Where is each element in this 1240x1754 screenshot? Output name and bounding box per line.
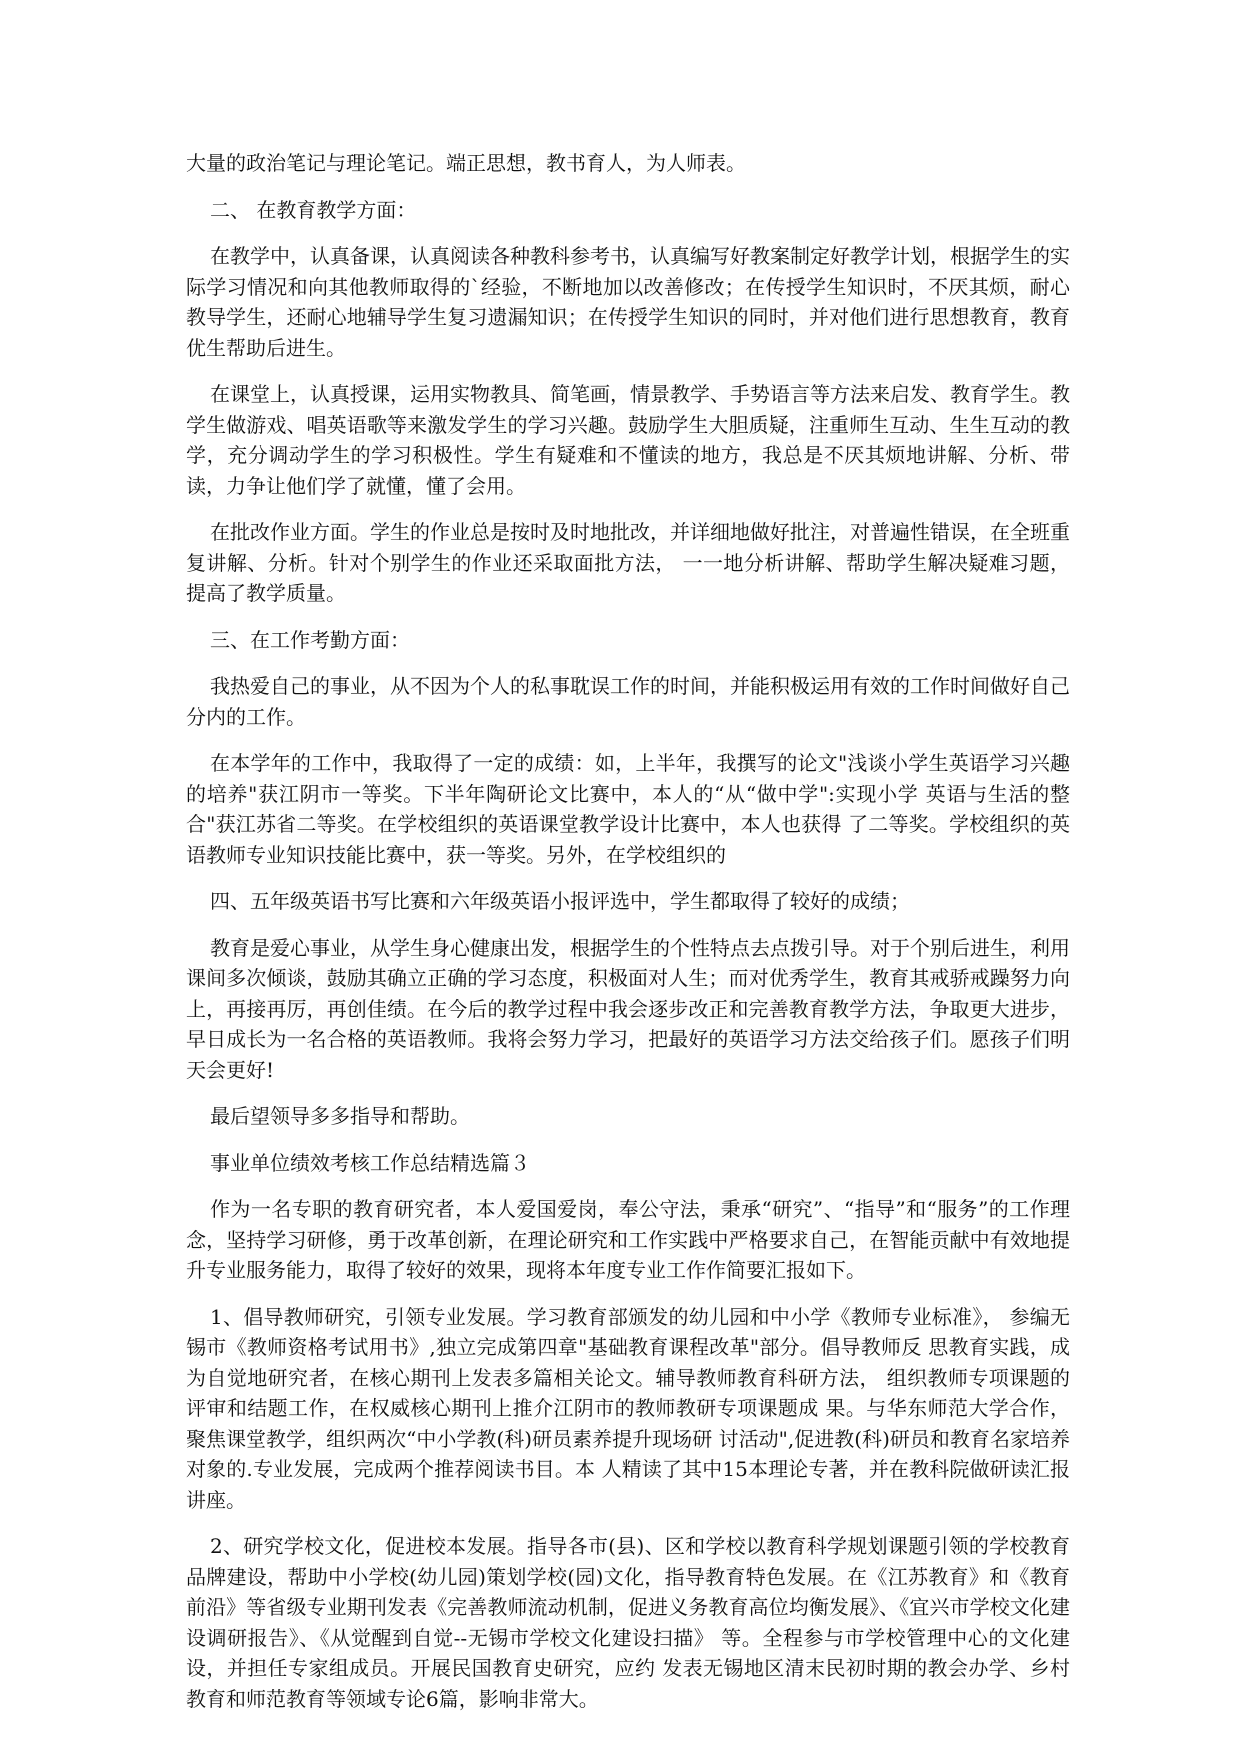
section-heading-4: 四、五年级英语书写比赛和六年级英语小报评选中，学生都取得了较好的成绩； [210, 889, 910, 913]
paragraph-3: 在教学中，认真备课，认真阅读各种教科参考书，认真编写好教案制定好教学计划，根据学生的实际学习情况和向其他教师取得的`经验，不断地加以改善修改；在传授学生知识时，不厌其烦，耐心教导学生，还耐心地辅导学生复习遗漏知识；在传授学生知识的同时，并对他们进行思想教育，教育优生帮助后进生。 [186, 244, 1070, 360]
paragraph-13: 作为一名专职的教育研究者，本人爱国爱岗，奉公守法，秉承“研究”、“指导”和“服务”的工作理念，坚持学习研修，勇于改革创新，在理论研究和工作实践中严格要求自己，在智能贡献中有效地提升专业服务能力，取得了较好的效果，现将本年度专业工作作简要汇报如下。 [186, 1197, 1070, 1282]
paragraph-15: 2、研究学校文化，促进校本发展。指导各市(县)、区和学校以教育科学规划课题引领的学校教育品牌建设，帮助中小学校(幼儿园)策划学校(园)文化，指导教育特色发展。在《江苏教育》和《教育前沿》等省级专业期刊发表《完善教师流动机制，促进义务教育高位均衡发展》、《宜兴市学校文化建设调研报告》、《从觉醒到自觉--无锡市学校文化建设扫描》 等。全程参与市学校管理中心的文化建设，并担任专家组成员。开展民国教育史研究，应约 发表无锡地区清末民初时期的教会办学、乡村教育和师范教育等领域专论6篇，影响非常大。 [186, 1534, 1070, 1711]
section-heading-3: 三、在工作考勤方面： [210, 627, 410, 652]
article-title: 事业单位绩效考核工作总结精选篇３ [210, 1150, 530, 1175]
paragraph-1: 大量的政治笔记与理论笔记。端正思想，教书育人，为人师表。 [186, 151, 746, 175]
paragraph-8: 在本学年的工作中，我取得了一定的成绩：如，上半年，我撰写的论文"浅谈小学生英语学习兴趣的培养"获江阴市一等奖。下半年陶研论文比赛中，本人的“从“做中学":实现小学 英语与生活的整合"获江苏省二等奖。在学校组织的英语课堂教学设计比赛中，本人也获得 了二等奖。学校组织的英语教师专业知识技能比赛中，获一等奖。另外，在学校组织的 [186, 751, 1070, 867]
paragraph-4: 在课堂上，认真授课，运用实物教具、简笔画，情景教学、手势语言等方法来启发、教育学生。教学生做游戏、唱英语歌等来激发学生的学习兴趣。鼓励学生大胆质疑，注重师生互动、生生互动的教学，充分调动学生的学习积极性。学生有疑难和不懂读的地方，我总是不厌其烦地讲解、分析、带读，力争让他们学了就懂，懂了会用。 [186, 382, 1070, 498]
paragraph-7: 我热爱自己的事业，从不因为个人的私事耽误工作的时间，并能积极运用有效的工作时间做好自己分内的工作。 [186, 674, 1070, 729]
closing-line: 最后望领导多多指导和帮助。 [210, 1104, 470, 1128]
paragraph-5: 在批改作业方面。学生的作业总是按时及时地批改，并详细地做好批注，对普遍性错误，在全班重复讲解、分析。针对个别学生的作业还采取面批方法， 一一地分析讲解、帮助学生解决疑难习题，提高了教学质量。 [186, 520, 1070, 605]
section-heading-2: 二、 在教育教学方面： [210, 197, 417, 222]
paragraph-10: 教育是爱心事业，从学生身心健康出发，根据学生的个性特点去点拨引导。对于个别后进生，利用课间多次倾谈，鼓励其确立正确的学习态度，积极面对人生；而对优秀学生，教育其戒骄戒躁努力向上，再接再厉，再创佳绩。在今后的教学过程中我会逐步改正和完善教育教学方法，争取更大进步，早日成长为一名合格的英语教师。我将会努力学习，把最好的英语学习方法交给孩子们。愿孩子们明天会更好! [186, 935, 1070, 1082]
paragraph-14: 1、倡导教师研究，引领专业发展。学习教育部颁发的幼儿园和中小学《教师专业标准》， 参编无锡市《教师资格考试用书》,独立完成第四章"基础教育课程改革"部分。倡导教师反 思教育实践，成为自觉地研究者，在核心期刊上发表多篇相关论文。辅导教师教育科研方法， 组织教师专项课题的评审和结题工作，在权威核心期刊上推介江阴市的教师教研专项课题成 果。与华东师范大学合作，聚焦课堂教学，组织两次“中小学教(科)研员素养提升现场研 讨活动",促进教(科)研员和教育名家培养对象的.专业发展，完成两个推荐阅读书目。本 人精读了其中15本理论专著，并在教科院做研读汇报讲座。 [186, 1304, 1070, 1512]
